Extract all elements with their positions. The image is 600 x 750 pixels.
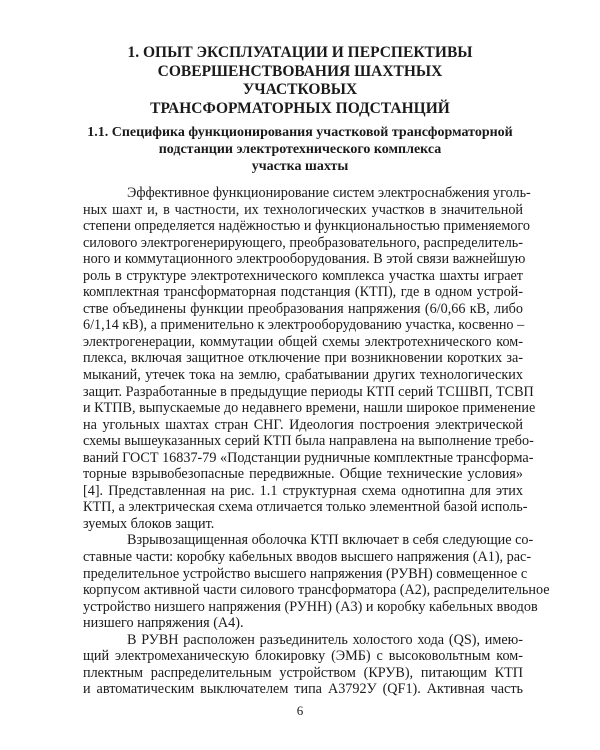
text-line: Эффективное функционирование систем электроснабжения уголь-: [127, 185, 531, 201]
text-line: плекса, включая защитное отключение при возникновении коротких за-: [83, 350, 523, 367]
text-line: низшего напряжения (А4).: [83, 615, 244, 632]
section-title: [80, 124, 520, 175]
text-line: торные взрывобезопасные передвижные. Общие технические условия»: [83, 466, 523, 483]
paragraph: [83, 532, 550, 632]
text-line: электрогенерации, коммутации общей схемы электротехнического ком-: [83, 333, 523, 350]
section-title-line: 1.1. Специфика функционирования участковой трансформаторной: [87, 125, 513, 140]
text-line: устройство низшего напряжения (РУНН) (А3) и коробку кабельных вводов: [83, 598, 538, 615]
text-line: защит. Разработанные в предыдущие периоды КТП серий ТСШВП, ТСВП: [83, 383, 534, 400]
page-number: 6: [296, 703, 304, 718]
text-line: и автоматическим выключателем типа А3792У (QF1). Активная часть: [83, 681, 523, 698]
chapter-title-line: 1. ОПЫТ ЭКСПЛУАТАЦИИ И ПЕРСПЕКТИВЫ: [127, 44, 473, 61]
text-line: степени определяется надёжностью и функциональностью применяемого: [83, 218, 530, 235]
text-line: пределительное устройство высшего напряжения (РУВН) совмещенное с: [83, 565, 528, 582]
text-line: [4]. Представленная на рис. 1.1 структурная схема однотипна для этих: [83, 482, 523, 499]
chapter-title: [100, 44, 500, 118]
text-line: ваний ГОСТ 16837-79 «Подстанции рудничные комплектные трансформа-: [83, 449, 534, 466]
text-line: щий электромеханическую блокировку (ЭМБ) с высоковольтным ком-: [83, 648, 523, 665]
text-line: мыканий, утечек тока на землю, срабатывании других технологических: [83, 367, 523, 384]
paragraph: [83, 185, 536, 532]
text-line: схемы вышеуказанных серий КТП была направлена на выполнение требо-: [83, 433, 534, 450]
text-line: 6/1,14 кВ), а применительно к электрооборудованию участка, косвенно –: [83, 317, 525, 334]
text-line: ставные части: коробку кабельных вводов высшего напряжения (А1), рас-: [83, 549, 532, 566]
text-line: Взрывозащищенная оболочка КТП включает в себя следующие со-: [127, 532, 534, 549]
section-title-line: участка шахты: [251, 159, 349, 174]
text-line: плектным распределительным устройством (КРУВ), питающим КТП: [83, 664, 523, 681]
text-line: стве объединены функции преобразования напряжения (6/0,66 кВ, либо: [83, 300, 523, 317]
text-line: и КТПВ, выпускаемые до недавнего времени, нашли широкое применение: [83, 400, 536, 417]
text-line: корпусом активной части силового трансформатора (А2), распределительное: [83, 582, 550, 599]
text-line: силового электрогенерирующего, преобразовательного, распределитель-: [83, 234, 523, 251]
chapter-title-line: ТРАНСФОРМАТОРНЫХ ПОДСТАНЦИЙ: [150, 99, 450, 117]
text-line: комплектная трансформаторная подстанция (КТП), где в одном устрой-: [83, 284, 523, 301]
chapter-title-line: СОВЕРШЕНСТВОВАНИЯ ШАХТНЫХ УЧАСТКОВЫХ: [157, 62, 443, 98]
text-line: ного и коммутационного электрооборудования. В этой связи важнейшую: [83, 251, 526, 268]
text-line: В РУВН расположен разъединитель холостого хода (QS), имею-: [127, 631, 523, 648]
section-title-line: подстанции электротехнического комплекса: [158, 142, 442, 157]
text-line: КТП, а электрическая схема отличается только элементной базой исполь-: [83, 499, 528, 516]
text-line: зуемых блоков защит.: [83, 515, 215, 532]
text-line: на угольных шахтах стран СНГ. Идеология построения электрической: [83, 416, 523, 433]
paragraph: [83, 632, 523, 698]
text-line: роль в структуре электротехнического комплекса участка шахты играет: [83, 267, 523, 284]
text-line: ных шахт и, в частности, их технологических участков в значительной: [83, 201, 523, 218]
body-text: [83, 185, 550, 698]
